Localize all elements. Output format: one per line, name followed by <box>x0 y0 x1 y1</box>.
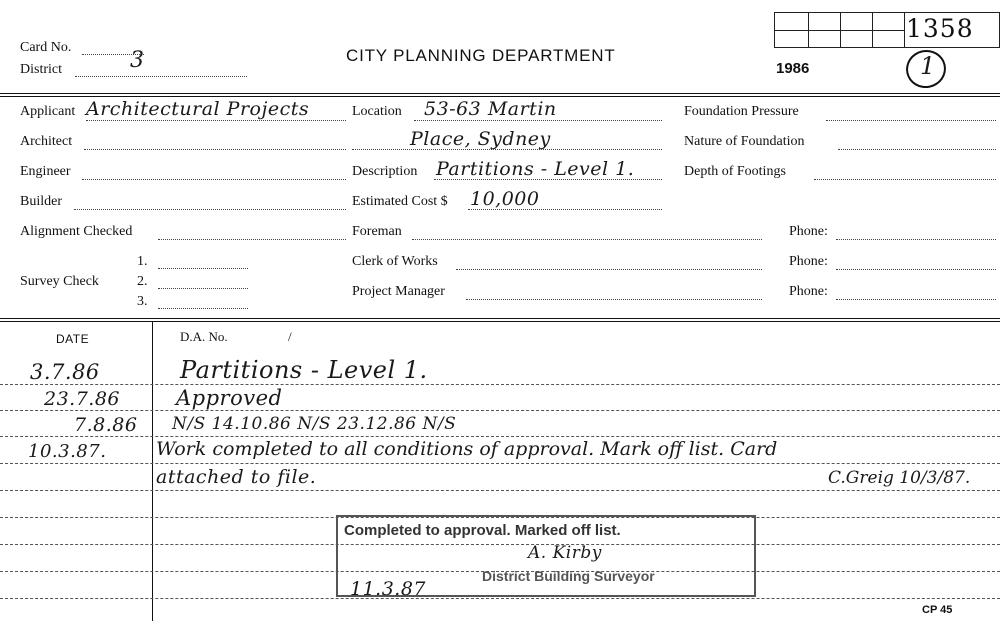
box-divider <box>904 12 905 48</box>
log-row-text: Partitions - Level 1. <box>180 356 428 384</box>
stamp-title: District Building Surveyor <box>482 568 655 584</box>
card-no-label: Card No. <box>20 40 72 55</box>
applicant-value: Architectural Projects <box>86 98 310 120</box>
stamp-date: 11.3.87 <box>350 578 427 600</box>
divider-log-2 <box>0 321 1000 322</box>
survey-check-label: Survey Check <box>20 274 99 289</box>
description-value: Partitions - Level 1. <box>436 158 635 180</box>
log-row-date: 23.7.86 <box>44 388 121 410</box>
nature-of-foundation-line <box>838 149 996 150</box>
log-signature: C.Greig 10/3/87. <box>828 468 971 488</box>
location-line-1 <box>414 120 662 121</box>
log-row-text: N/S 14.10.86 N/S 23.12.86 N/S <box>172 414 457 434</box>
nature-of-foundation-label: Nature of Foundation <box>684 134 805 149</box>
survey-line-3 <box>158 308 248 309</box>
description-line <box>434 179 662 180</box>
date-column-divider <box>152 321 153 621</box>
card-number: 1358 <box>906 14 974 43</box>
alignment-line <box>158 239 346 240</box>
applicant-line <box>86 120 346 121</box>
location-line-2 <box>352 149 662 150</box>
project-manager-label: Project Manager <box>352 284 445 299</box>
location-value-2: Place, Sydney <box>410 128 551 150</box>
location-label: Location <box>352 104 402 119</box>
clerk-of-works-label: Clerk of Works <box>352 254 438 269</box>
alignment-label: Alignment Checked <box>20 224 133 239</box>
foundation-pressure-label: Foundation Pressure <box>684 104 799 119</box>
phone-line-2 <box>836 269 996 270</box>
foreman-label: Foreman <box>352 224 402 239</box>
architect-label: Architect <box>20 134 73 149</box>
log-row-text: Work completed to all conditions of approval. Mark off list. Card <box>156 438 778 460</box>
survey-line-1 <box>158 268 248 269</box>
architect-line <box>84 149 346 150</box>
engineer-line <box>82 179 346 180</box>
district-label: District <box>20 62 62 77</box>
divider-top <box>0 93 1000 94</box>
log-line <box>0 598 1000 599</box>
circled-mark-value: 1 <box>920 52 936 80</box>
divider-top-2 <box>0 96 1000 97</box>
da-no-slash: / <box>288 329 292 344</box>
log-line <box>0 410 1000 411</box>
date-header: DATE <box>56 332 90 346</box>
survey-item-1: 1. <box>137 254 148 269</box>
log-row-date: 10.3.87. <box>28 441 107 462</box>
log-row-text: Approved <box>176 386 283 410</box>
depth-of-footings-line <box>814 179 996 180</box>
log-line <box>0 436 1000 437</box>
survey-item-2: 2. <box>137 274 148 289</box>
phone-label-2: Phone: <box>789 254 828 269</box>
district-line <box>75 76 247 77</box>
phone-label-1: Phone: <box>789 224 828 239</box>
foreman-line <box>412 239 762 240</box>
log-line <box>0 463 1000 464</box>
description-label: Description <box>352 164 418 179</box>
estimated-cost-line <box>468 209 662 210</box>
estimated-cost-label: Estimated Cost $ <box>352 194 448 209</box>
estimated-cost-value: 10,000 <box>470 188 540 210</box>
clerk-of-works-line <box>456 269 762 270</box>
stamp-signature: A. Kirby <box>528 543 602 563</box>
location-value-1: 53-63 Martin <box>424 98 557 120</box>
box-divider <box>774 30 904 31</box>
da-no-header: D.A. No. <box>180 329 228 344</box>
department-title: CITY PLANNING DEPARTMENT <box>346 46 616 65</box>
phone-line-3 <box>836 299 996 300</box>
form-code: CP 45 <box>922 604 953 616</box>
survey-line-2 <box>158 288 248 289</box>
log-line <box>0 490 1000 491</box>
builder-label: Builder <box>20 194 62 209</box>
stamp-text: Completed to approval. Marked off list. <box>344 522 621 539</box>
builder-line <box>74 209 346 210</box>
phone-line-1 <box>836 239 996 240</box>
log-line <box>0 384 1000 385</box>
district-value: 3 <box>130 48 145 73</box>
project-manager-line <box>466 299 762 300</box>
engineer-label: Engineer <box>20 164 71 179</box>
log-row-date: 7.8.86 <box>74 414 138 436</box>
phone-label-3: Phone: <box>789 284 828 299</box>
depth-of-footings-label: Depth of Footings <box>684 164 786 179</box>
foundation-pressure-line <box>826 120 996 121</box>
divider-log <box>0 318 1000 319</box>
applicant-label: Applicant <box>20 104 76 119</box>
log-row-text: attached to file. <box>156 466 317 488</box>
year: 1986 <box>776 60 810 77</box>
survey-item-3: 3. <box>137 294 148 309</box>
log-row-date: 3.7.86 <box>30 360 100 384</box>
